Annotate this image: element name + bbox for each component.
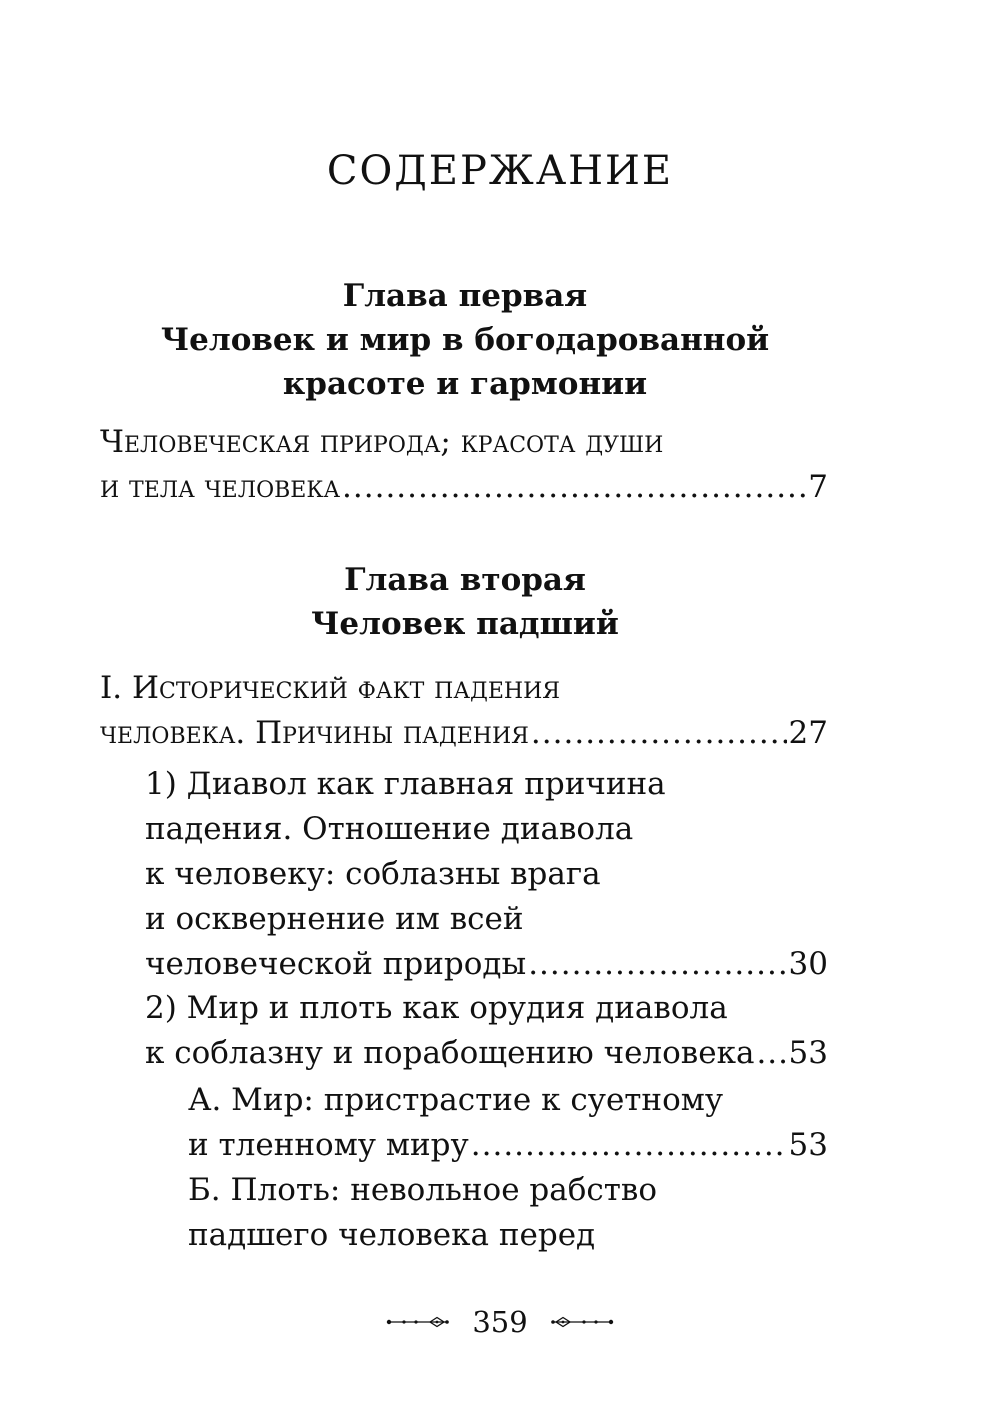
- toc-entry-text: падения. Отношение диавола: [145, 811, 634, 847]
- ornament-right-icon: [550, 1315, 614, 1329]
- page-number: 359: [472, 1305, 528, 1339]
- toc-page-number: 7: [808, 469, 828, 505]
- chapter-title-line: Человек падший: [311, 606, 619, 642]
- page-footer: [0, 1304, 1000, 1340]
- toc-entry-text: и тленному миру: [188, 1127, 469, 1163]
- toc-entry-text: человеческой природы: [145, 946, 527, 982]
- ornament-left-icon: [386, 1315, 450, 1329]
- toc-entry-text: и тела человека: [100, 469, 341, 505]
- dot-leader: [531, 711, 787, 756]
- toc-entry-text: I. Исторический факт падения: [100, 670, 561, 706]
- chapter-title-line: красоте и гармонии: [282, 366, 648, 402]
- toc-entry-text: Б. Плоть: невольное рабство: [188, 1172, 658, 1208]
- chapter-label: Глава вторая: [344, 562, 586, 598]
- toc-page-number: 30: [788, 946, 828, 982]
- toc-entry-text: А. Мир: пристрастие к суетному: [188, 1082, 724, 1118]
- toc-entry-text: и осквернение им всей: [145, 901, 524, 937]
- dot-leader: [756, 1031, 786, 1076]
- toc-page-number: 53: [788, 1035, 828, 1071]
- toc-page-number: 27: [788, 715, 828, 751]
- toc-entry[interactable]: [188, 1168, 828, 1258]
- page-title: СОДЕРЖАНИЕ: [326, 148, 674, 194]
- toc-entry-text: 2) Мир и плоть как орудия диавола: [145, 990, 728, 1026]
- toc-entry-text: падшего человека перед: [188, 1217, 596, 1253]
- toc-entry-text: к человеку: соблазны врага: [145, 856, 601, 892]
- toc-page-number: 53: [788, 1127, 828, 1163]
- chapter-heading-2: [100, 558, 830, 646]
- toc-entry[interactable]: [145, 762, 828, 987]
- chapter-heading-1: [100, 274, 830, 406]
- dot-leader: [528, 942, 786, 987]
- dot-leader: [342, 465, 806, 510]
- toc-entry-text: человека. Причины падения: [100, 715, 529, 751]
- toc-entry-text: 1) Диавол как главная причина: [145, 766, 666, 802]
- chapter-title-line: Человек и мир в богодарованной: [160, 322, 770, 358]
- chapter-label: Глава первая: [342, 278, 588, 314]
- toc-entry[interactable]: [188, 1078, 828, 1168]
- toc-entry[interactable]: [100, 666, 828, 756]
- toc-entry[interactable]: [100, 420, 828, 510]
- toc-entry[interactable]: [145, 986, 828, 1076]
- toc-entry-text: Человеческая природа; красота души: [100, 424, 664, 460]
- toc-entry-text: к соблазну и порабощению человека: [145, 1035, 755, 1071]
- dot-leader: [471, 1123, 787, 1168]
